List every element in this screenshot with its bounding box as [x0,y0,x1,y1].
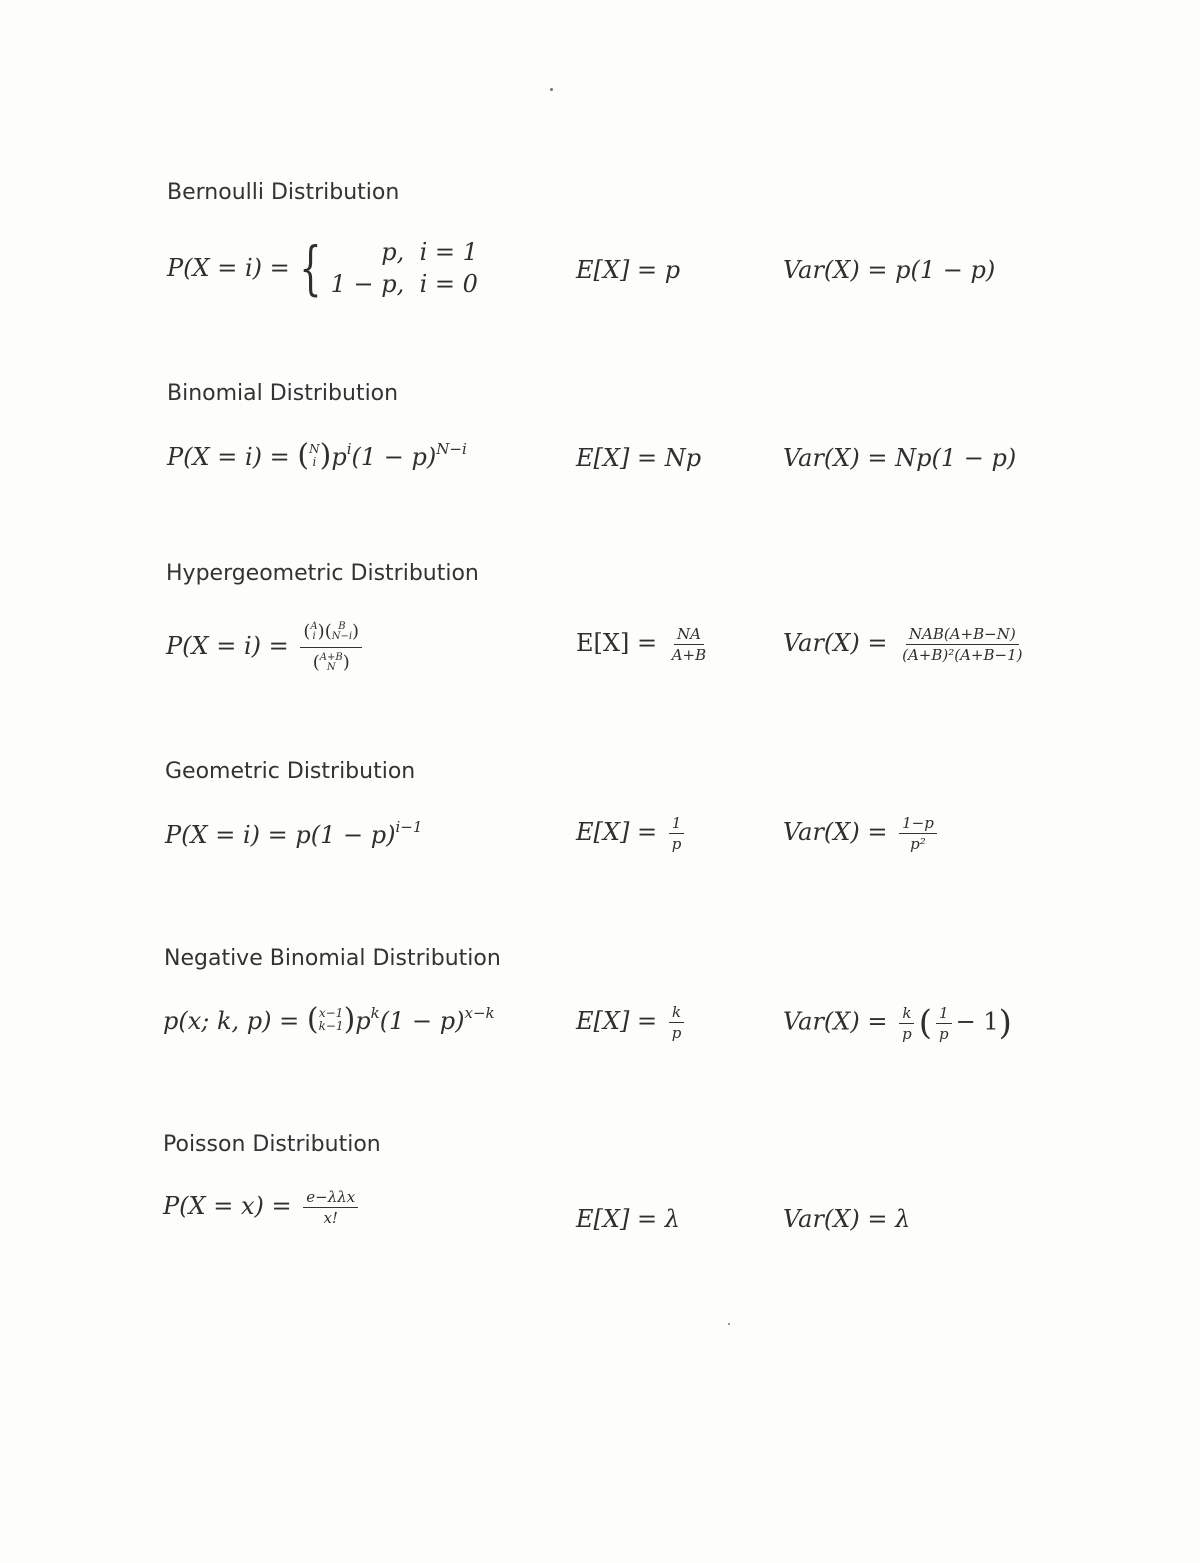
poisson-variance [783,1205,910,1233]
mean-numerator: 1 [669,814,685,834]
negative-binomial-mean [576,1003,688,1042]
mean-lhs: E[X] = [576,1007,658,1035]
binom-bottom: i [312,455,317,469]
variance-lhs: Var(X) = [783,1007,888,1036]
right-paren-glyph: ) [998,1003,1012,1043]
bernoulli-pmf [167,236,478,300]
case2-condition: i = 0 [419,270,478,298]
scan-speck [728,1323,730,1325]
bernoulli-pmf-lhs: P(X = i) = [167,254,290,282]
variance-numerator: NAB(A+B−N) [906,625,1019,645]
pmf-exponent-n-i: N−i [436,440,467,458]
bernoulli-heading: Bernoulli Distribution [167,180,400,205]
binom-top: A+B [319,652,343,663]
pmf-base-p: p [355,1007,371,1035]
case1-value: p, [381,238,405,266]
hypergeometric-pmf [166,618,366,677]
binom-bottom: i [312,631,316,642]
hypergeometric-variance [783,625,1030,664]
pmf-numerator: e−λλx [303,1188,358,1208]
geometric-pmf-rhs: p(1 − p) [295,821,396,849]
poisson-mean: E[X] = λ [576,1205,680,1233]
pmf-exponent-i: i [346,440,352,458]
variance-denominator: p² [910,835,926,853]
hypergeometric-pmf-lhs: P(X = i) = [166,632,289,660]
negative-binomial-pmf [163,1004,495,1035]
variance-lhs: Var(X) = [783,629,888,657]
binomial-pmf-lhs: P(X = i) = [167,443,290,471]
binom-bottom: N−i [331,631,353,642]
hypergeometric-mean [576,625,713,664]
pmf-factor: (1 − p) [379,1007,465,1035]
pmf-exponent-x-k: x−k [464,1004,495,1022]
pmf-base-p: p [331,443,347,471]
mean-lhs: E[X] = [576,629,658,657]
hypergeometric-fraction: ( A i ) ( B N−i ) ( A+B N ) [300,618,362,677]
variance-lhs: Var(X) = [783,444,888,472]
bernoulli-mean: E[X] = p [576,256,681,284]
variance-lhs: Var(X) = [783,1205,888,1233]
variance-frac1-denominator: p [902,1024,912,1043]
binom-bottom: N [326,662,336,673]
binom-top: N [309,442,320,456]
negative-binomial-variance [783,1003,1012,1043]
geometric-variance [783,814,941,853]
binomial-pmf [167,440,467,471]
variance-rhs: p(1 − p) [895,256,996,284]
binomial-heading: Binomial Distribution [167,381,399,406]
variance-numerator: 1−p [899,814,937,834]
binom-top: x−1 [318,1006,344,1020]
pmf-denominator: x! [323,1209,338,1227]
pmf-factor: (1 − p) [351,443,437,471]
variance-frac1-numerator: k [899,1004,914,1024]
binomial-mean: E[X] = Np [576,444,702,472]
left-paren-glyph: ( [918,1003,932,1043]
binomial-variance [783,444,1016,472]
pmf-exponent: i−1 [395,818,423,836]
mean-numerator: k [669,1003,684,1023]
variance-tail: − 1 [955,1007,999,1036]
bernoulli-variance [783,256,995,284]
hypergeometric-heading: Hypergeometric Distribution [166,561,479,586]
variance-rhs: Np(1 − p) [895,444,1017,472]
variance-rhs: λ [895,1205,911,1233]
mean-numerator: NA [674,625,704,645]
binom-top: A [310,621,318,632]
poisson-pmf-lhs: P(X = x) = [163,1192,292,1220]
geometric-mean [576,814,688,853]
poisson-heading: Poisson Distribution [163,1132,381,1157]
scan-speck [550,88,553,91]
geometric-pmf-lhs: P(X = i) = [165,821,288,849]
geometric-heading: Geometric Distribution [165,759,416,784]
variance-lhs: Var(X) = [783,256,888,284]
negative-binomial-heading: Negative Binomial Distribution [164,946,501,971]
poisson-pmf [163,1188,362,1227]
binom-top: B [338,621,346,632]
binomial-coefficient: ( N i ) [297,438,332,473]
binomial-coefficient: ( x−1 k−1 ) [306,1002,356,1037]
variance-denominator: (A+B)²(A+B−1) [902,646,1023,664]
mean-denominator: p [671,1024,682,1042]
mean-denominator: A+B [671,646,707,664]
variance-frac2-numerator: 1 [936,1004,952,1024]
pmf-exponent-k: k [370,1004,380,1022]
negative-binomial-pmf-lhs: p(x; k, p) = [163,1007,300,1035]
geometric-pmf [165,818,422,849]
variance-lhs: Var(X) = [783,818,888,846]
binom-bottom: k−1 [318,1019,344,1033]
mean-denominator: p [671,835,682,853]
mean-lhs: E[X] = [576,818,658,846]
variance-frac2-denominator: p [938,1024,949,1043]
case1-condition: i = 1 [419,238,478,266]
left-brace-glyph: { [299,234,322,302]
case2-value: 1 − p, [330,270,405,298]
